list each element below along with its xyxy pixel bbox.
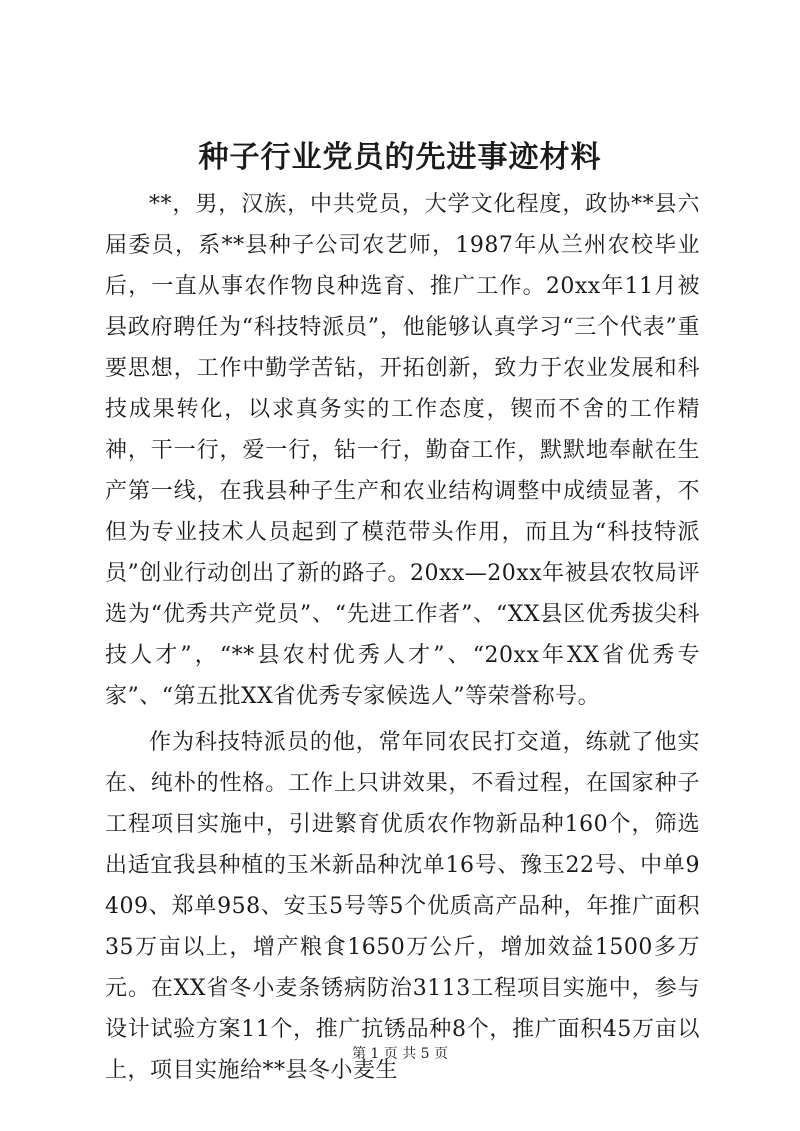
document-body <box>105 184 700 1091</box>
document-title: 种子行业党员的先进事迹材料 <box>198 140 602 175</box>
paragraph-2: 作为科技特派员的他，常年同农民打交道，练就了他实在、纯朴的性格。工作上只讲效果，不看过程，在国家种子工程项目实施中，引进繁育优质农作物新品种160个，筛选出适宜我县种植的玉米新品种沈单16号、豫玉22号、中单9409、郑单958、安玉5号等5个优质高产品种，年推广面积35万亩以上，增产粮食1650万公斤，增加效益1500多万元。在XX省冬小麦条锈病防治3113工程项目实施中，参与设计试验方案11个，推广抗锈品种8个，推广面积45万亩以上，项目实施给**县冬小麦生 <box>105 730 700 1083</box>
paragraph-1: **，男，汉族，中共党员，大学文化程度，政协**县六届委员，系**县种子公司农艺师，1987年从兰州农校毕业后，一直从事农作物良种选育、推广工作。20xx年11月被县政府聘任为“科技特派员”，他能够认真学习“三个代表”重要思想，工作中勤学苦钻，开拓创新，致力于农业发展和科技成果转化，以求真务实的工作态度，锲而不舍的工作精神，干一行，爱一行，钻一行，勤奋工作，默默地奉献在生产第一线，在我县种子生产和农业结构调整中成绩显著，不但为专业技术人员起到了模范带头作用，而且为“科技特派员”创业行动创出了新的路子。20xx—20xx年被县农牧局评选为“优秀共产党员”、“先进工作者”、“XX县区优秀拔尖科技人才”，“**县农村优秀人才”、“20xx年XX省优秀专家”、“第五批XX省优秀专家候选人”等荣誉称号。 <box>105 192 700 709</box>
page-footer: 第 1 页 共 5 页 <box>351 1046 449 1062</box>
